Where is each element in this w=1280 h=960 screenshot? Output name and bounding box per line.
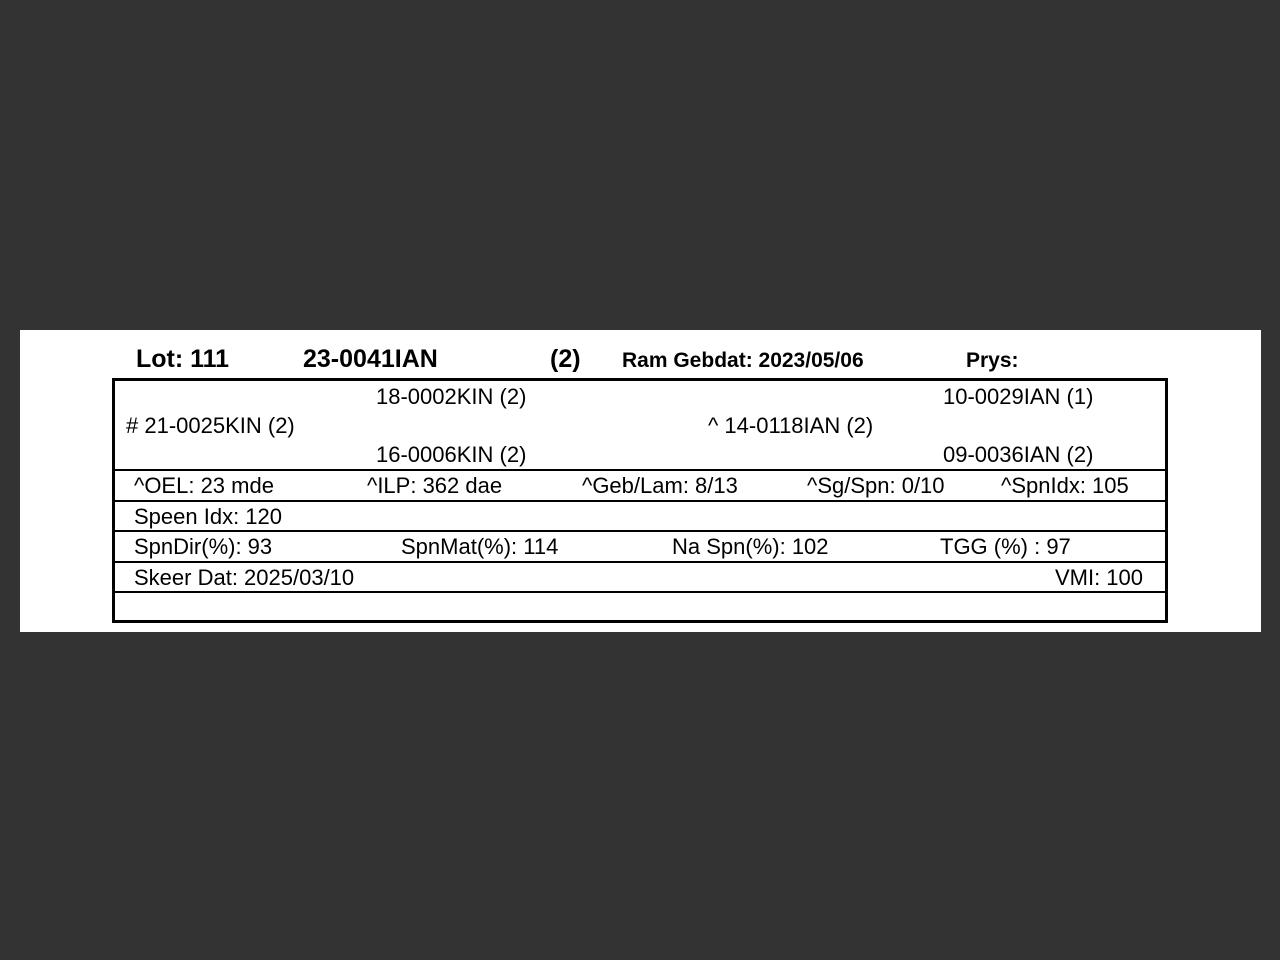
sire-dam: 16-0006KIN (2) [376,442,527,467]
dam-dam: 09-0036IAN (2) [943,442,1094,467]
skeer-row [115,563,1165,593]
lot-card [20,330,1261,632]
na-spn-value: Na Spn(%): 102 [672,534,829,559]
skeer-date: Skeer Dat: 2025/03/10 [134,565,355,590]
ilp-value: ^ILP: 362 dae [367,473,503,498]
spn-idx-value: ^SpnIdx: 105 [1001,473,1129,498]
sire-sire: 18-0002KIN (2) [376,384,527,409]
dam-sire: 10-0029IAN (1) [943,384,1094,409]
animal-id: 23-0041IAN [303,345,438,373]
price-label: Prys: [966,349,1019,372]
animal-count: (2) [550,345,581,373]
lot-number: Lot: 111 [136,345,230,373]
pedigree-row [115,381,1165,471]
dam: ^ 14-0118IAN (2) [708,413,874,438]
speen-idx-value: Speen Idx: 120 [134,504,283,529]
oel-value: ^OEL: 23 mde [134,473,274,498]
tgg-value: TGG (%) : 97 [940,534,1071,559]
sg-spn-value: ^Sg/Spn: 0/10 [807,473,945,498]
spn-row [115,532,1165,563]
geb-lam-value: ^Geb/Lam: 8/13 [582,473,738,498]
speen-row [115,502,1165,532]
ram-birth-date: Ram Gebdat: 2023/05/06 [622,349,864,372]
spn-dir-value: SpnDir(%): 93 [134,534,273,559]
spn-mat-value: SpnMat(%): 114 [401,534,559,559]
details-table [112,378,1168,623]
sire: # 21-0025KIN (2) [126,413,295,438]
stats-row [115,471,1165,502]
empty-row [115,593,1165,620]
vmi-value: VMI: 100 [1054,565,1143,590]
